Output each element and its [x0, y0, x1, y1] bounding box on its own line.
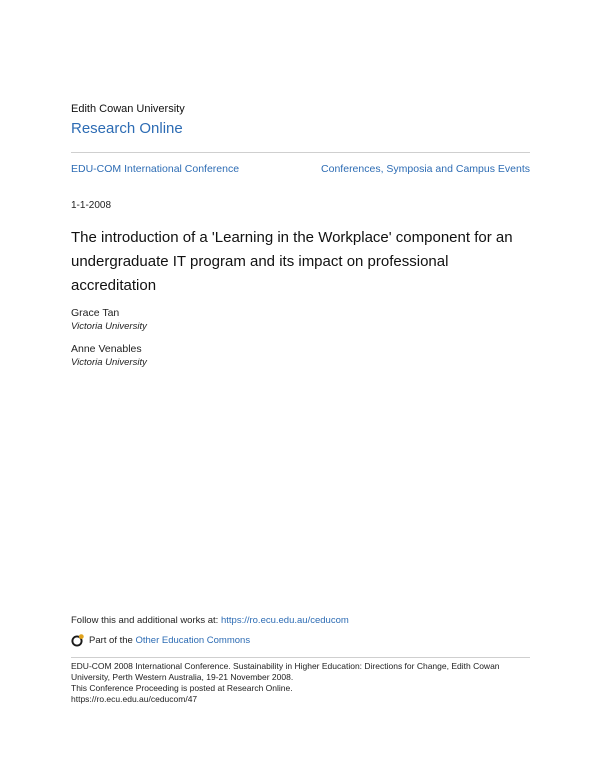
repository-link[interactable]: Research Online: [71, 120, 183, 137]
institution-name: Edith Cowan University: [71, 103, 185, 115]
header-divider: [71, 152, 530, 153]
publication-date: 1-1-2008: [71, 200, 112, 211]
conferences-events-link[interactable]: Conferences, Symposia and Campus Events: [321, 163, 530, 175]
conference-series-link[interactable]: EDU-COM International Conference: [71, 163, 240, 175]
author-affiliation: Victoria University: [71, 357, 147, 368]
follow-line: [71, 615, 349, 626]
author-name: Grace Tan: [71, 307, 120, 319]
part-of-text: Part of the: [89, 634, 136, 646]
proceeding-note: This Conference Proceeding is posted at Research Online.: [71, 683, 293, 693]
citation-text: EDU-COM 2008 International Conference. Sustainability in Higher Education: Directions for Change, Edith Cowan University, Perth Western Australia, 19-21 November 2008.: [71, 661, 500, 682]
handle-url: https://ro.ecu.edu.au/ceducom/47: [71, 694, 198, 704]
education-commons-link[interactable]: Other Education Commons: [135, 634, 251, 646]
part-of-line: [71, 633, 250, 647]
citation-block: [71, 661, 533, 705]
collection-link[interactable]: https://ro.ecu.edu.au/ceducom: [220, 615, 349, 626]
author-entry: [71, 307, 371, 333]
paper-title: The introduction of a 'Learning in the Workplace' component for an undergraduate IT program and its impact on professional accreditation: [71, 229, 513, 294]
footer-divider: [71, 657, 530, 658]
author-name: Anne Venables: [71, 343, 142, 355]
author-affiliation: Victoria University: [71, 321, 147, 332]
bepress-commons-icon: [71, 633, 85, 647]
author-entry: [71, 343, 371, 369]
follow-text: Follow this and additional works at:: [71, 615, 221, 626]
